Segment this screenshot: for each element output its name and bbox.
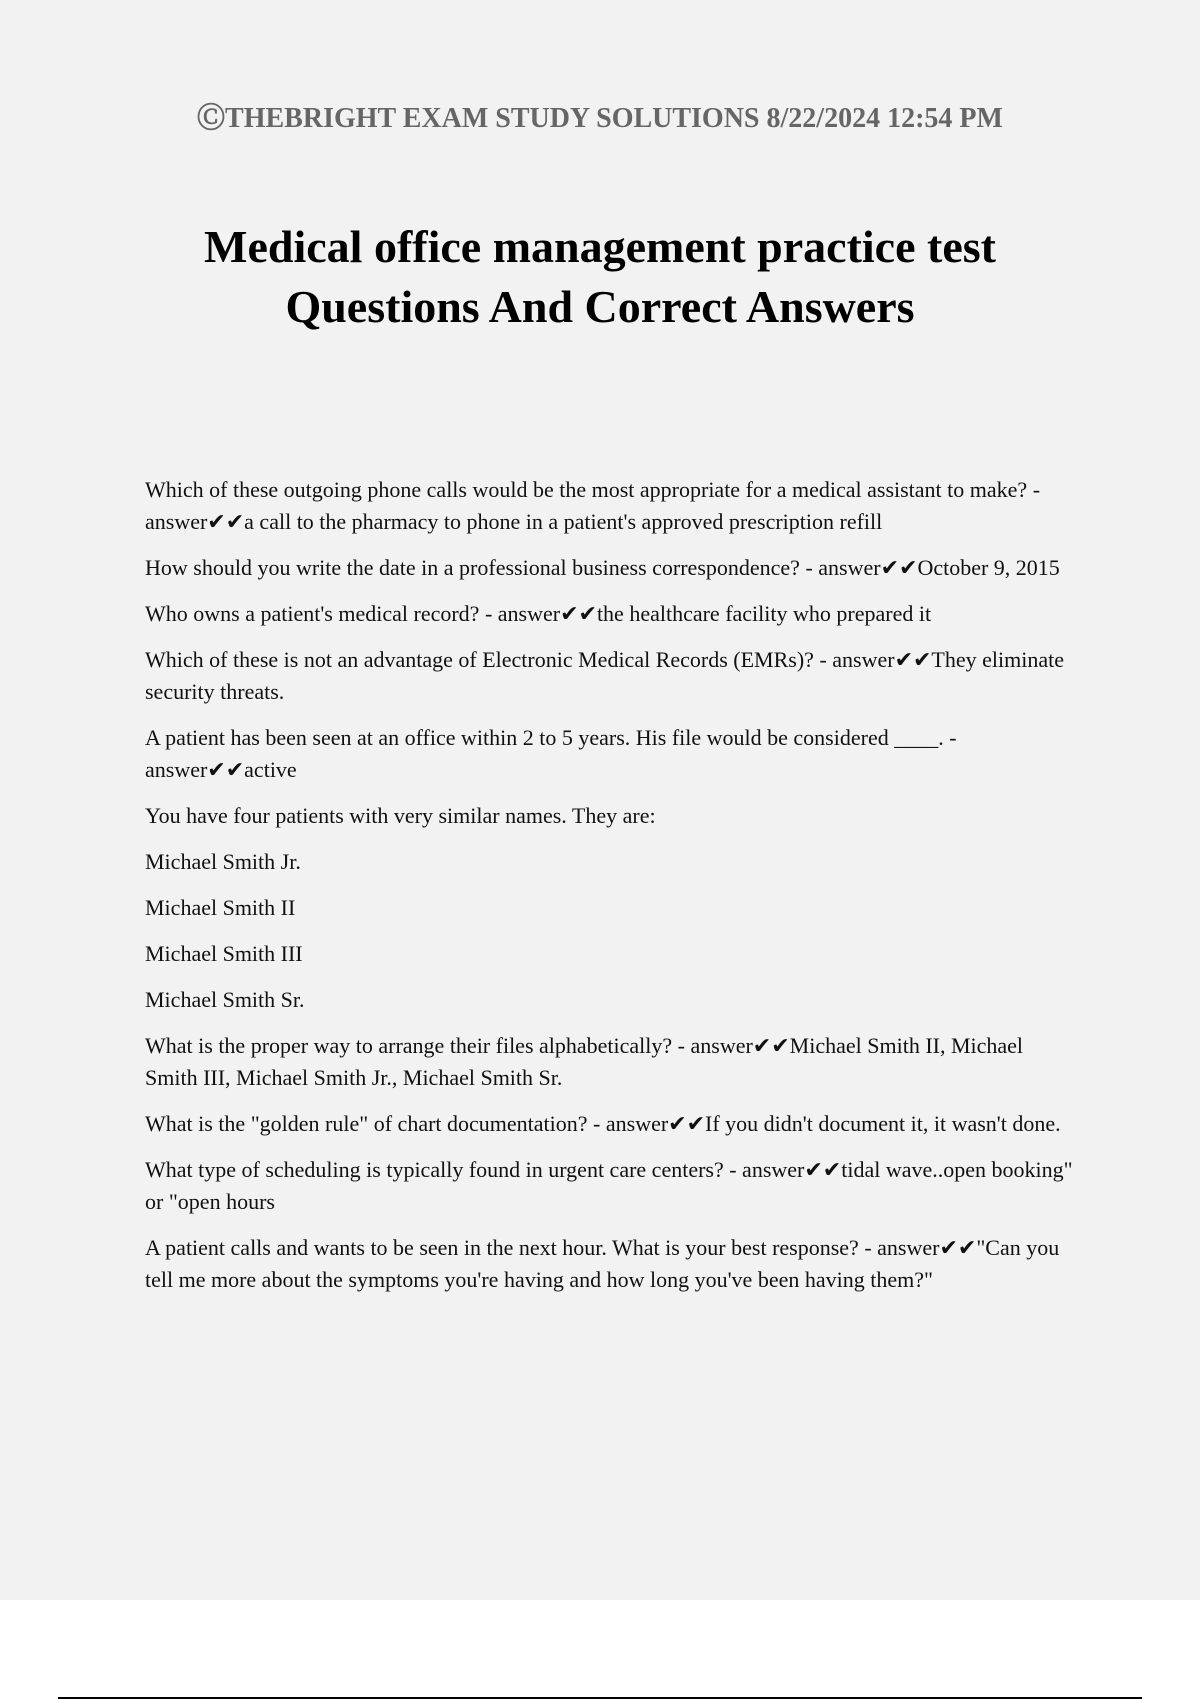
patient-name-1: Michael Smith Jr. (145, 849, 301, 874)
patient-name-4: Michael Smith Sr. (145, 987, 305, 1012)
title-line-2: Questions And Correct Answers (285, 281, 915, 332)
question-6-intro: You have four patients with very similar names. They are: (145, 803, 656, 828)
page-title (0, 217, 1200, 337)
question-5: A patient has been seen at an office within 2 to 5 years. His file would be considered ____. - answer✔✔active (145, 725, 957, 782)
question-2: How should you write the date in a professional business correspondence? - answer✔✔October 9, 2015 (145, 555, 1060, 580)
question-8: What type of scheduling is typically found in urgent care centers? - answer✔✔tidal wave..open booking" or "open hours (145, 1157, 1073, 1214)
question-9: A patient calls and wants to be seen in the next hour. What is your best response? - answer✔✔"Can you tell me more about the symptoms you're having and how long you've been having them?" (145, 1235, 1060, 1292)
question-1: Which of these outgoing phone calls would be the most appropriate for a medical assistant to make? - answer✔✔a call to the pharmacy to phone in a patient's approved prescription refill (145, 477, 1041, 534)
watermark-header: ⒸTHEBRIGHT EXAM STUDY SOLUTIONS 8/22/2024 12:54 PM (197, 103, 1003, 134)
question-3: Who owns a patient's medical record? - answer✔✔the healthcare facility who prepared it (145, 601, 932, 626)
question-7: What is the "golden rule" of chart documentation? - answer✔✔If you didn't document it, it wasn't done. (145, 1111, 1061, 1136)
bottom-divider (58, 1697, 1142, 1699)
question-6: What is the proper way to arrange their files alphabetically? - answer✔✔Michael Smith II, Michael Smith III, Michael Smith Jr., Michael Smith Sr. (145, 1033, 1024, 1090)
question-4: Which of these is not an advantage of Electronic Medical Records (EMRs)? - answer✔✔They eliminate security threats. (145, 647, 1064, 704)
question-list (145, 474, 1075, 1310)
title-line-1: Medical office management practice test (204, 221, 996, 272)
patient-name-2: Michael Smith II (145, 895, 296, 920)
patient-name-3: Michael Smith III (145, 941, 303, 966)
